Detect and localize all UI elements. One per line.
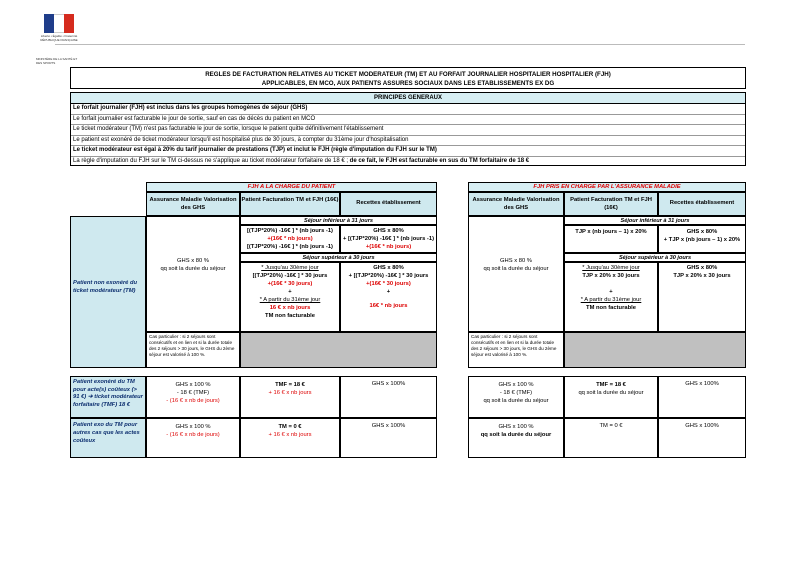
french-flag-icon (44, 14, 74, 33)
left-plus: + (288, 289, 292, 295)
right-r5: TJP x 20% x 30 jours (673, 273, 731, 279)
right-b-p2: qq soit la durée du séjour (578, 390, 644, 396)
left-a31: * A partir du 31ème jour (259, 297, 321, 303)
right-c-a1: GHS x 100 % (498, 424, 534, 430)
right-b-p1: TMF = 18 € (596, 382, 626, 388)
right-a31: * A partir du 31ème jour (580, 297, 642, 303)
right-r1: GHS x 80% (686, 229, 718, 235)
left-b-p1: TMF = 18 € (275, 382, 305, 388)
right-p5: TJP x 20% x 30 jours (582, 273, 640, 279)
right-qq: qq soit la durée du séjour (483, 266, 549, 272)
right-r2: + TJP x (nb jours – 1) x 20% (663, 237, 741, 243)
right-b-a2: - 18 € (TMF) (499, 390, 533, 396)
right-p-over30 (564, 262, 658, 332)
principe-6a: La règle d'imputation du FJH sur le TM ci-dessus ne s'applique au ticket modérateur forfaitaire de 18 € ; (73, 157, 348, 164)
left-c-p2: + 16 € x nb jours (268, 432, 312, 438)
left-col-patient: Patient Facturation TM et FJH (16€) (240, 192, 340, 216)
left-cas-particulier: Cas particulier : si 2 séjours sont consécutifs et en lien et si la durée totale des 2 séjours > 30 jours, le GHS du 2ème séjour est valorisé à 100 %. (146, 332, 240, 368)
left-exo-a-patient (240, 376, 340, 418)
left-exo-b-recettes: GHS x 100% (340, 418, 437, 458)
principe-6 (71, 157, 745, 167)
right-exo-a-assurance (468, 376, 564, 418)
right-over30: Séjour supérieur à 30 jours (564, 253, 746, 262)
left-p-under30 (240, 225, 340, 253)
right-ghs80-cell (468, 216, 564, 332)
left-r8: 16€ * nb jours (369, 303, 408, 309)
left-j30: * Jusqu'au 30ème jour (261, 265, 319, 271)
right-r-over30 (658, 262, 746, 332)
right-r-under30 (658, 225, 746, 253)
title-line-2: APPLICABLES, EN MCO, AUX PATIENTS ASSURES SOCIAUX DANS LES ETABLISSEMENTS EX DG (261, 80, 555, 87)
left-exo-b-assurance (146, 418, 240, 458)
right-exo-a-patient (564, 376, 658, 418)
principes-heading: PRINCIPES GENERAUX (71, 93, 745, 104)
left-r-over30 (340, 262, 437, 332)
left-r7: + (386, 289, 391, 295)
left-col-recettes: Recettes établissement (340, 192, 437, 216)
left-p5: [(TJP*20%) -16€ ] * 30 jours (252, 273, 328, 279)
left-cas-grey (240, 332, 437, 368)
right-section-header: FJH PRIS EN CHARGE PAR L'ASSURANCE MALADIE (468, 182, 746, 192)
right-col-assurance: Assurance Maladie Valorisation des GHS (468, 192, 564, 216)
principes-generaux (70, 92, 746, 166)
left-col-assurance: Assurance Maladie Valorisation des GHS (146, 192, 240, 216)
principe-2: Le forfait journalier est facturable le jour de sortie, sauf en cas de décès du patient en MCO (71, 115, 745, 126)
left-r5: + [(TJP*20%) -16€ ] * 30 jours (348, 273, 429, 279)
header-divider (55, 44, 745, 45)
right-exo-b-patient: TM = 0 € (564, 418, 658, 458)
left-over30: Séjour supérieur à 30 jours (240, 253, 437, 262)
right-under30: Séjour inférieur à 31 jours (564, 216, 746, 225)
left-c-p1: TM = 0 € (278, 424, 302, 430)
document-title (70, 67, 746, 89)
right-exo-b-recettes: GHS x 100% (658, 418, 746, 458)
left-r-under30 (340, 225, 437, 253)
left-qq: qq soit la durée du séjour (160, 266, 226, 272)
left-r2: + [(TJP*20%) -16€ ] * (nb jours -1) (343, 236, 434, 242)
principe-6b: de ce fait, le FJH est facturable en sus du TM forfaitaire de 18 € (348, 157, 530, 164)
left-c-a2: - (16 € x nb de jours) (166, 432, 220, 438)
left-ghs80: GHS x 80 % (177, 258, 209, 264)
right-c-a2: qq soit la durée du séjour (480, 432, 552, 438)
republic-logo (36, 14, 82, 58)
left-r1: GHS x 80% (373, 228, 404, 234)
row-label-exo-actes: Patient exonéré du TM pour acte(s) coûteux (> 91 €) ➔ ticket modérateur forfaitaire (TMF) 18 € (70, 376, 146, 418)
billing-table (70, 180, 746, 460)
left-b-a3: - (16 € x nb de jours) (166, 398, 220, 404)
left-p1: [(TJP*20%) -16€ ] * (nb jours -1) (246, 228, 333, 234)
logo-caption: Liberté • Égalité • Fraternité RÉPUBLIQUE FRANÇAISE (40, 34, 78, 42)
left-b-p2: + 16 € x nb jours (268, 390, 312, 396)
row-label-non-exonere: Patient non exonéré du ticket modérateur (TM) (70, 216, 146, 368)
left-under30: Séjour inférieur à 31 jours (240, 216, 437, 225)
right-p-under30 (564, 225, 658, 253)
principe-4: Le patient est exonéré de ticket modérateur lorsqu'il est hospitalisé plus de 30 jours, à compter du 31ème jour d'hospitalisation (71, 136, 745, 147)
left-r4: GHS x 80% (373, 265, 404, 271)
right-tmnf: TM non facturable (586, 305, 636, 311)
right-r4: GHS x 80% (686, 265, 718, 271)
left-exo-a-assurance (146, 376, 240, 418)
left-p6: +(16€ * 30 jours) (267, 281, 313, 287)
right-col-recettes: Recettes établissement (658, 192, 746, 216)
right-cas-particulier: Cas particulier : si 2 séjours sont consécutifs et en lien et si la durée totale des 2 séjours > 30 jours, le GHS du 2ème séjour est valorisé à 100 %. (468, 332, 564, 368)
title-line-1: REGLES DE FACTURATION RELATIVES AU TICKET MODERATEUR (TM) ET AU FORFAIT JOURNALIER HOSPITALIER HOSPITALIER (FJH) (205, 71, 611, 78)
left-exo-a-recettes: GHS x 100% (340, 376, 437, 418)
right-b-a3: qq soit la durée du séjour (483, 398, 549, 404)
left-b-a1: GHS x 100 % (175, 382, 211, 388)
left-ghs80-cell (146, 216, 240, 332)
left-p-over30 (240, 262, 340, 332)
right-j30: * Jusqu'au 30ème jour (582, 265, 640, 271)
left-r6: +(16€ * 30 jours) (366, 281, 411, 287)
right-p1: TJP x (nb jours – 1) x 20% (575, 229, 647, 235)
left-tmnf: TM non facturable (265, 313, 315, 319)
left-b-a2: - 18 € (TMF) (176, 390, 210, 396)
row-label-exo-autres: Patient exo du TM pour autres cas que les actes coûteux (70, 418, 146, 458)
principe-5: Le ticket modérateur est égal à 20% du tarif journalier de prestations (TJP) et inclut le FJH (règle d'imputation du FJH sur le TM) (71, 146, 745, 157)
right-exo-b-assurance (468, 418, 564, 458)
left-p3: [(TJP*20%) -16€ ] * (nb jours -1) (246, 244, 333, 250)
principe-3: Le ticket modérateur (TM) n'est pas facturable le jour de sortie, lorsque le patient quitte définitivement l'établissement (71, 125, 745, 136)
right-ghs80: GHS x 80 % (500, 258, 532, 264)
right-exo-a-recettes: GHS x 100% (658, 376, 746, 418)
right-b-a1: GHS x 100 % (498, 382, 534, 388)
left-r3: +(16€ * nb jours) (365, 244, 412, 250)
right-col-patient: Patient Facturation TM et FJH (16€) (564, 192, 658, 216)
ministry-label: MINISTÈRE DE LA SANTÉ ET DES SPORTS (36, 57, 78, 65)
right-cas-grey (564, 332, 746, 368)
left-p2: +(16€ * nb jours) (267, 236, 313, 242)
left-c-a1: GHS x 100 % (175, 424, 211, 430)
left-exo-b-patient (240, 418, 340, 458)
principe-1: Le forfait journalier (FJH) est inclus dans les groupes homogènes de séjour (GHS) (71, 104, 745, 115)
left-section-header: FJH A LA CHARGE DU PATIENT (146, 182, 437, 192)
right-plus: + (609, 289, 613, 295)
left-p7: 16 € x nb jours (269, 305, 311, 311)
